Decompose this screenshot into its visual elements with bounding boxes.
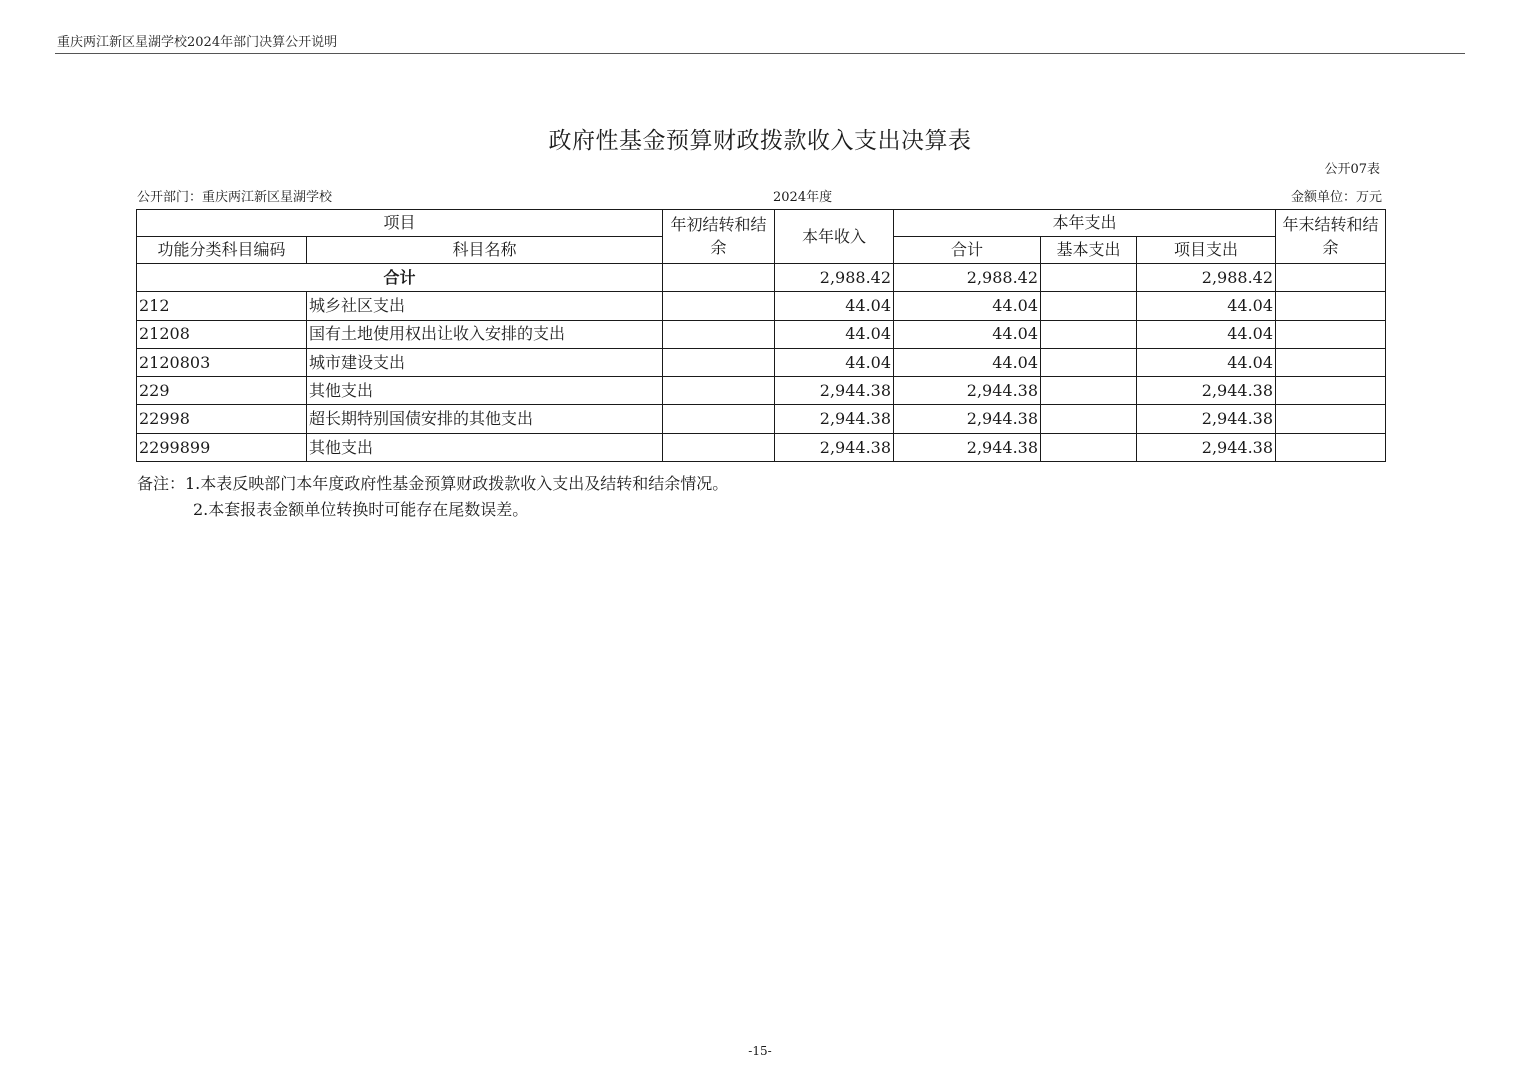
row-closing: [1276, 292, 1386, 320]
header-subject-name: 科目名称: [307, 237, 663, 264]
row-income: 44.04: [775, 320, 894, 348]
row-income: 2,944.38: [775, 405, 894, 433]
total-row: [137, 264, 1386, 292]
table-row: [137, 348, 1386, 376]
row-opening: [663, 320, 775, 348]
row-expense-item: 44.04: [1137, 320, 1276, 348]
row-expense-total: 2,944.38: [894, 405, 1041, 433]
running-header: 重庆两江新区星湖学校2024年部门决算公开说明: [57, 35, 338, 50]
header-annual-expense: 本年支出: [894, 210, 1276, 237]
row-expense-total: 44.04: [894, 320, 1041, 348]
row-expense-item: 44.04: [1137, 348, 1276, 376]
row-name: 其他支出: [307, 377, 663, 405]
row-opening: [663, 377, 775, 405]
row-name: 城乡社区支出: [307, 292, 663, 320]
row-closing: [1276, 405, 1386, 433]
row-expense-total: 2,944.38: [894, 377, 1041, 405]
row-expense-total: 2,944.38: [894, 433, 1041, 461]
row-income: 2,944.38: [775, 377, 894, 405]
row-income: 44.04: [775, 348, 894, 376]
table-row: [137, 320, 1386, 348]
row-expense-basic: [1041, 348, 1137, 376]
note-line: 备注：1.本表反映部门本年度政府性基金预算财政拨款收入支出及结转和结余情况。: [137, 474, 729, 493]
budget-table: [136, 209, 1386, 462]
header-expense-basic: 基本支出: [1041, 237, 1137, 264]
row-name: 超长期特别国债安排的其他支出: [307, 405, 663, 433]
row-closing: [1276, 320, 1386, 348]
row-expense-total: 44.04: [894, 292, 1041, 320]
row-code: 2299899: [137, 433, 307, 461]
row-opening: [663, 348, 775, 376]
header-expense-total: 合计: [894, 237, 1041, 264]
total-closing: [1276, 264, 1386, 292]
total-label: 合计: [137, 264, 663, 292]
row-opening: [663, 433, 775, 461]
table-row: [137, 405, 1386, 433]
row-expense-basic: [1041, 405, 1137, 433]
row-name: 国有土地使用权出让收入安排的支出: [307, 320, 663, 348]
total-expense-total: 2,988.42: [894, 264, 1041, 292]
document-title: 政府性基金预算财政拨款收入支出决算表: [548, 128, 972, 154]
fiscal-year-label: 2024年度: [773, 190, 833, 205]
row-income: 44.04: [775, 292, 894, 320]
row-closing: [1276, 377, 1386, 405]
amount-unit-label: 金额单位：万元: [1290, 190, 1382, 205]
row-expense-item: 44.04: [1137, 292, 1276, 320]
table-row: [137, 377, 1386, 405]
row-code: 21208: [137, 320, 307, 348]
header-function-code: 功能分类科目编码: [137, 237, 307, 264]
header-project: 项目: [137, 210, 663, 237]
row-expense-item: 2,944.38: [1137, 405, 1276, 433]
header-expense-item: 项目支出: [1137, 237, 1276, 264]
row-code: 229: [137, 377, 307, 405]
table-code: 公开07表: [1324, 162, 1380, 177]
row-code: 212: [137, 292, 307, 320]
row-expense-basic: [1041, 433, 1137, 461]
row-expense-item: 2,944.38: [1137, 433, 1276, 461]
total-expense-item: 2,988.42: [1137, 264, 1276, 292]
row-expense-basic: [1041, 292, 1137, 320]
total-income: 2,988.42: [775, 264, 894, 292]
total-opening: [663, 264, 775, 292]
row-expense-item: 2,944.38: [1137, 377, 1276, 405]
note-line: 2.本套报表金额单位转换时可能存在尾数误差。: [193, 500, 529, 519]
row-opening: [663, 405, 775, 433]
row-name: 城市建设支出: [307, 348, 663, 376]
header-opening-balance: 年初结转和结余: [663, 210, 775, 264]
department-label: 公开部门：重庆两江新区星湖学校: [137, 190, 333, 205]
table-row: [137, 433, 1386, 461]
meta-row: [137, 186, 1382, 204]
total-expense-basic: [1041, 264, 1137, 292]
row-income: 2,944.38: [775, 433, 894, 461]
header-row-1: [137, 210, 1386, 237]
row-name: 其他支出: [307, 433, 663, 461]
header-annual-income: 本年收入: [775, 210, 894, 264]
notes: [137, 471, 728, 523]
row-expense-total: 44.04: [894, 348, 1041, 376]
table-row: [137, 292, 1386, 320]
header-closing-balance: 年末结转和结余: [1276, 210, 1386, 264]
row-closing: [1276, 433, 1386, 461]
row-opening: [663, 292, 775, 320]
row-expense-basic: [1041, 320, 1137, 348]
row-code: 2120803: [137, 348, 307, 376]
header-rule: [55, 53, 1465, 54]
row-code: 22998: [137, 405, 307, 433]
page-number: -15-: [748, 1044, 772, 1058]
row-expense-basic: [1041, 377, 1137, 405]
row-closing: [1276, 348, 1386, 376]
